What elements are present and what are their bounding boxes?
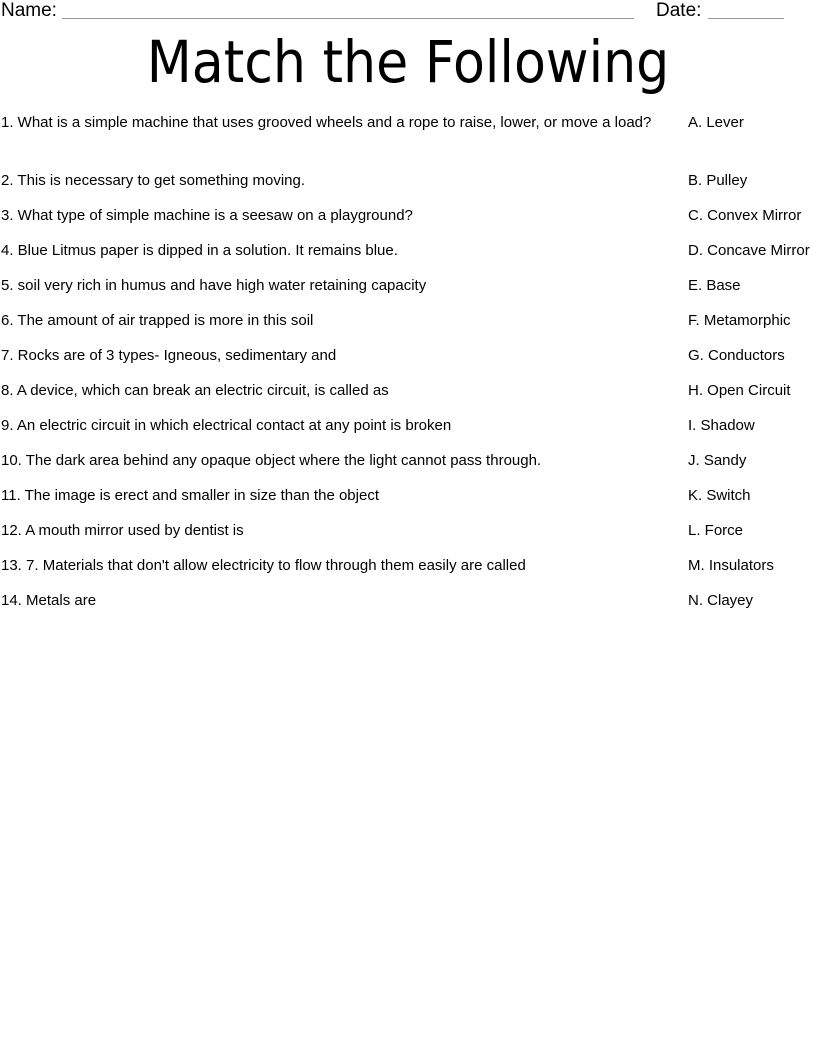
- answer-option: A. Lever: [688, 114, 744, 131]
- match-list: [0, 112, 816, 625]
- answer-option: L. Force: [688, 522, 744, 539]
- date-field[interactable]: [708, 18, 784, 19]
- question-text: 10. The dark area behind any opaque object where the light cannot pass through.: [1, 452, 542, 469]
- match-row: [0, 415, 816, 450]
- match-row: [0, 520, 816, 555]
- answer-option: M. Insulators: [688, 557, 774, 574]
- question-text: 1. What is a simple machine that uses grooved wheels and a rope to raise, lower, or move a load?: [1, 114, 652, 131]
- match-row: [0, 345, 816, 380]
- answer-option: C. Convex Mirror: [688, 207, 802, 224]
- name-field[interactable]: [62, 18, 634, 19]
- question-text: 5. soil very rich in humus and have high water retaining capacity: [1, 277, 427, 294]
- match-row: [0, 380, 816, 415]
- question-text: 13. 7. Materials that don't allow electricity to flow through them easily are called: [1, 557, 526, 574]
- question-text: 4. Blue Litmus paper is dipped in a solution. It remains blue.: [1, 242, 398, 259]
- match-row: [0, 485, 816, 520]
- question-text: 11. The image is erect and smaller in size than the object: [1, 487, 379, 504]
- answer-option: H. Open Circuit: [688, 382, 791, 399]
- answer-option: D. Concave Mirror: [688, 242, 810, 259]
- answer-option: J. Sandy: [688, 452, 747, 469]
- match-row: [0, 170, 816, 205]
- answer-option: E. Base: [688, 277, 741, 294]
- question-text: 9. An electric circuit in which electrical contact at any point is broken: [1, 417, 452, 434]
- question-text: 7. Rocks are of 3 types- Igneous, sedimentary and: [1, 347, 337, 364]
- answer-option: G. Conductors: [688, 347, 785, 364]
- match-row: [0, 112, 816, 170]
- match-row: [0, 240, 816, 275]
- answer-option: K. Switch: [688, 487, 751, 504]
- answer-option: F. Metamorphic: [688, 312, 791, 329]
- match-row: [0, 555, 816, 590]
- match-row: [0, 590, 816, 625]
- question-text: 12. A mouth mirror used by dentist is: [1, 522, 244, 539]
- match-row: [0, 450, 816, 485]
- name-label: Name:: [1, 0, 57, 21]
- answer-option: B. Pulley: [688, 172, 748, 189]
- match-row: [0, 275, 816, 310]
- question-text: 14. Metals are: [1, 592, 97, 609]
- question-text: 2. This is necessary to get something moving.: [1, 172, 306, 189]
- question-text: 8. A device, which can break an electric circuit, is called as: [1, 382, 389, 399]
- page-title: Match the Following: [146, 28, 670, 96]
- answer-option: I. Shadow: [688, 417, 755, 434]
- date-label: Date:: [656, 0, 702, 21]
- match-row: [0, 205, 816, 240]
- answer-option: N. Clayey: [688, 592, 754, 609]
- match-row: [0, 310, 816, 345]
- question-text: 3. What type of simple machine is a seesaw on a playground?: [1, 207, 413, 224]
- header: [0, 0, 816, 24]
- question-text: 6. The amount of air trapped is more in this soil: [1, 312, 314, 329]
